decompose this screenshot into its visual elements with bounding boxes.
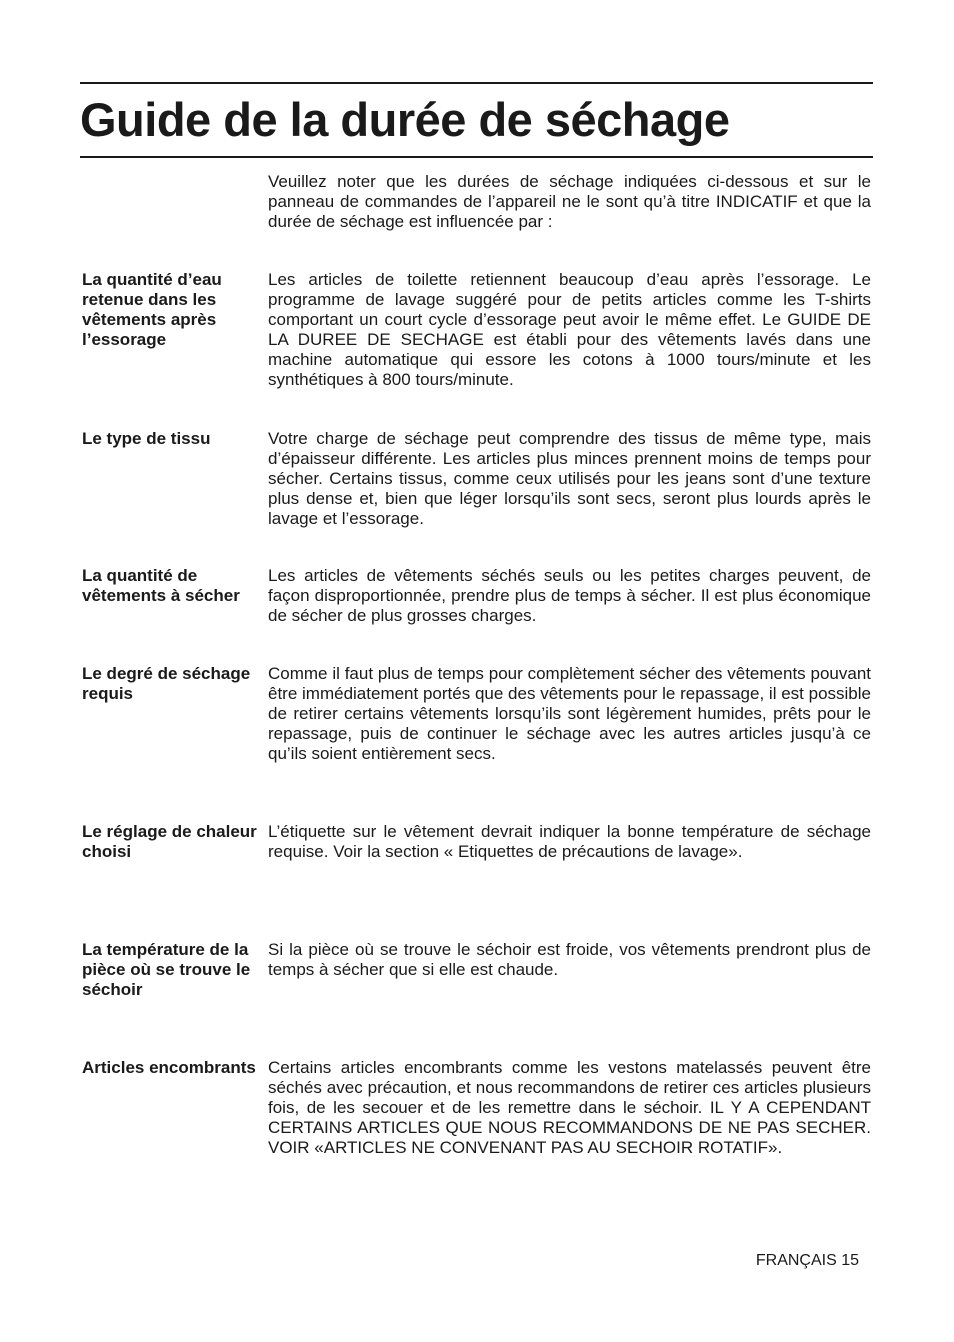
page-footer: FRANÇAIS 15 <box>755 1252 859 1269</box>
section-text-bulky-items: Certains articles encombrants comme les vestons matelassés peuvent être séchés avec précaution, et nous recommandons de retirer ces articles plusieurs fois, de les secouer et de les remettre dans le séchoir. IL Y A CEPENDANT CERTAINS ARTICLES QUE NOUS RECOMMANDONS DE NE PAS SECHER. VOIR «ARTICLES NE CONVENANT PAS AU SECHOIR ROTATIF». <box>268 1058 871 1157</box>
page-title: Guide de la durée de séchage <box>80 93 730 146</box>
section-label-water-retained: La quantité d’eau retenue dans les vêtements après l’essorage <box>82 270 222 349</box>
intro-paragraph: Veuillez noter que les durées de séchage indiquées ci-dessous et sur le panneau de commandes de l’appareil ne le sont qu’à titre INDICATIF et que la durée de séchage est influencée par : <box>268 172 871 231</box>
section-label-room-temperature: La température de la pièce où se trouve le séchoir <box>82 940 251 999</box>
section-label-bulky-items: Articles encombrants <box>82 1058 256 1077</box>
section-text-load-size: Les articles de vêtements séchés seuls ou les petites charges peuvent, de façon disproportionnée, prendre plus de temps à sécher. Il est plus économique de sécher de plus grosses charges. <box>268 566 871 625</box>
section-text-water-retained: Les articles de toilette retiennent beaucoup d’eau après l’essorage. Le programme de lavage suggéré pour de petits articles comme les T-shirts comportant un court cycle d’essorage peut avoir le même effet. Le GUIDE DE LA DUREE DE SECHAGE est établi pour des vêtements lavés dans une machine automatique qui essore les cotons à 1000 tours/minute et les synthétiques à 800 tours/minute. <box>268 270 871 389</box>
section-text-dryness-level: Comme il faut plus de temps pour complètement sécher des vêtements pouvant être immédiatement portés que des vêtements pour le repassage, il est possible de retirer certains vêtements lorsqu’ils sont légèrement humides, prêts pour le repassage, puis de continuer le séchage avec les autres articles jusqu’à ce qu’ils soient entièrement secs. <box>268 664 871 763</box>
title-top-rule <box>80 82 873 84</box>
title-bottom-rule <box>80 156 873 158</box>
section-text-fabric-type: Votre charge de séchage peut comprendre des tissus de même type, mais d’épaisseur différente. Les articles plus minces prennent moins de temps pour sécher. Certains tissus, comme ceux utilisés pour les jeans sont d’une texture plus dense et, bien que léger lorsqu’ils sont secs, seront plus lourds après le lavage et l’essorage. <box>268 429 871 528</box>
section-label-fabric-type: Le type de tissu <box>82 429 211 448</box>
section-label-load-size: La quantité de vêtements à sécher <box>82 566 240 605</box>
section-label-dryness-level: Le degré de séchage requis <box>82 664 251 703</box>
section-label-heat-setting: Le réglage de chaleur choisi <box>82 822 257 861</box>
section-text-heat-setting: L’étiquette sur le vêtement devrait indiquer la bonne température de séchage requise. Voir la section « Etiquettes de précautions de lavage». <box>268 822 871 861</box>
section-text-room-temperature: Si la pièce où se trouve le séchoir est froide, vos vêtements prendront plus de temps à sécher que si elle est chaude. <box>268 940 871 979</box>
